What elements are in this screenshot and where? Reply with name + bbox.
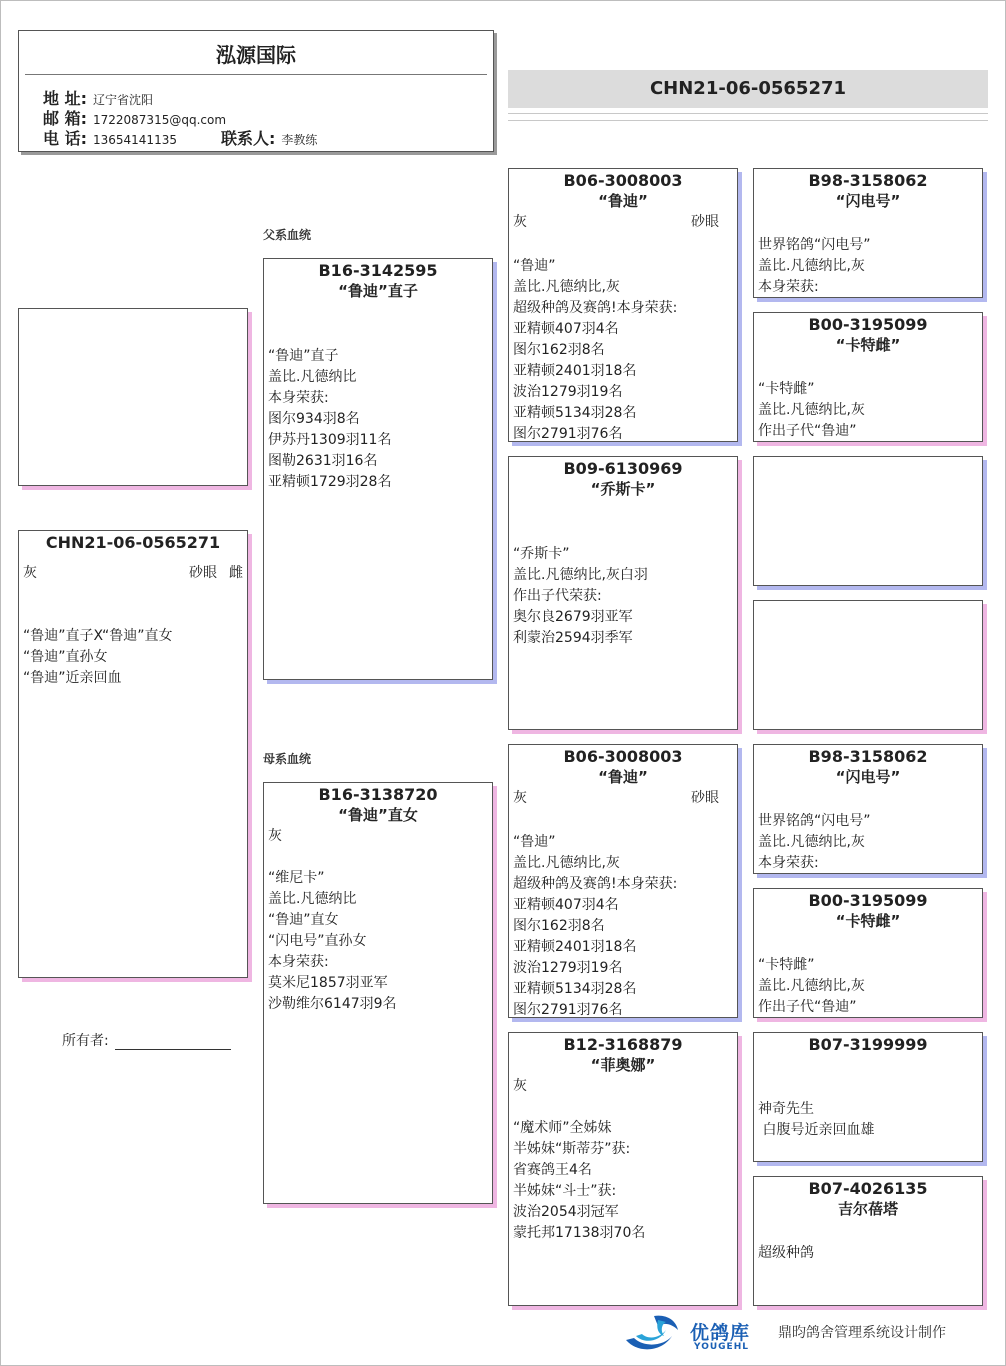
- note-line: “卡特雌”: [758, 957, 815, 973]
- banner-rule: [508, 113, 988, 114]
- subject-ring-number: CHN21-06-0565271: [45, 533, 221, 552]
- note-line: 伊苏丹1309羽11名: [268, 432, 392, 448]
- dam-sire-color: 灰: [513, 790, 527, 806]
- phone-value: 13654141135: [92, 133, 177, 147]
- note-line: 超级种鸽: [758, 1245, 814, 1261]
- contact-label: 联系人:: [220, 129, 276, 148]
- note-line: “维尼卡”: [268, 870, 325, 886]
- note-line: 盖比.凡德纳比,灰: [513, 279, 620, 295]
- note-line: 盖比.凡德纳比,灰: [513, 855, 620, 871]
- ds-sire-ring-number: B98-3158062: [808, 747, 928, 766]
- dam-color: 灰: [268, 828, 282, 844]
- note-line: 蒙托邦17138羽70名: [513, 1225, 646, 1241]
- ds-dam-box: [753, 888, 983, 1018]
- note-line: 世界铭鸽“闪电号”: [758, 813, 871, 829]
- sire-dam-ring-number: B09-6130969: [563, 459, 683, 478]
- note-line: 盖比.凡德纳比: [268, 369, 357, 385]
- dam-dam-box: [508, 1032, 738, 1306]
- dd-dam-box: [753, 1176, 983, 1306]
- note-line: 盖比.凡德纳比: [268, 891, 357, 907]
- subject-attributes: [19, 562, 247, 584]
- note-line: 亚精顿407羽4名: [513, 321, 619, 337]
- sire-sire-attributes: [509, 212, 737, 233]
- note-line: “鲁迪”直子: [268, 348, 339, 364]
- sire-dam-notes: [509, 544, 737, 649]
- sd-sire-box-empty: [753, 456, 983, 586]
- logo-text-cn: 优鸽库: [690, 1322, 751, 1344]
- sire-name: “鲁迪”直子: [338, 282, 418, 300]
- contact-value: 李教练: [281, 133, 318, 147]
- subject-notes: [19, 626, 247, 689]
- note-line: “卡特雌”: [758, 381, 815, 397]
- footer-credit: 鼎昀鸽舍管理系统设计制作: [778, 1325, 946, 1341]
- loft-header: [18, 30, 494, 152]
- note-line: 图尔2791羽76名: [513, 1002, 623, 1018]
- dam-notes: [264, 868, 492, 1015]
- note-line: “鲁迪”近亲回血: [23, 670, 122, 686]
- note-line: 波治1279羽19名: [513, 960, 623, 976]
- sire-sire-name: “鲁迪”: [598, 192, 648, 210]
- ds-sire-box: [753, 744, 983, 874]
- note-line: “鲁迪”直子X“鲁迪”直女: [23, 628, 173, 644]
- address-label: 地 址:: [43, 89, 87, 108]
- note-line: “乔斯卡”: [513, 546, 570, 562]
- ss-dam-ring-number: B00-3195099: [808, 315, 928, 334]
- sire-dam-name: “乔斯卡”: [590, 480, 656, 498]
- dd-dam-name: 吉尔蓓塔: [837, 1200, 898, 1218]
- note-line: 亚精顿2401羽18名: [513, 939, 637, 955]
- note-line: 世界铭鸽“闪电号”: [758, 237, 871, 253]
- dam-dam-name: “菲奥娜”: [590, 1056, 656, 1074]
- sire-dam-box: [508, 456, 738, 730]
- sire-sire-eye: 砂眼: [691, 214, 719, 230]
- note-line: 超级种鸽及赛鸽!本身荣获:: [513, 876, 678, 892]
- note-line: 半姊妹“斯蒂芬”获:: [513, 1141, 631, 1157]
- ss-dam-name: “卡特雌”: [835, 336, 901, 354]
- note-line: “魔术师”全姊妹: [513, 1120, 612, 1136]
- note-line: 图勒2631羽16名: [268, 453, 378, 469]
- note-line: “闪电号”直孙女: [268, 933, 367, 949]
- note-line: 波治2054羽冠军: [513, 1204, 619, 1220]
- ss-sire-name: “闪电号”: [835, 192, 901, 210]
- subject-eye: 砂眼: [189, 565, 217, 581]
- sd-dam-box-empty: [753, 600, 983, 730]
- ds-sire-name: “闪电号”: [835, 768, 901, 786]
- note-line: 盖比.凡德纳比,灰: [758, 258, 865, 274]
- dam-sire-attributes: [509, 788, 737, 809]
- note-line: 奥尔良2679羽亚军: [513, 609, 633, 625]
- note-line: 波治1279羽19名: [513, 384, 623, 400]
- dam-name: “鲁迪”直女: [338, 806, 418, 824]
- dam-sire-eye: 砂眼: [691, 790, 719, 806]
- note-line: “鲁迪”: [513, 834, 556, 850]
- note-line: 作出子代“鲁迪”: [758, 999, 857, 1015]
- dd-sire-box: [753, 1032, 983, 1162]
- dam-dam-ring-number: B12-3168879: [563, 1035, 683, 1054]
- note-line: 盖比.凡德纳比,灰: [758, 978, 865, 994]
- dam-sire-name: “鲁迪”: [598, 768, 648, 786]
- sire-ring-number: B16-3142595: [318, 261, 438, 280]
- phone-label: 电 话:: [43, 129, 87, 148]
- header-divider: [25, 74, 487, 75]
- ds-dam-notes: [754, 955, 982, 1018]
- dd-sire-notes: [754, 1099, 982, 1141]
- note-line: 本身荣获:: [268, 954, 329, 970]
- phone-line: [43, 126, 317, 149]
- note-line: 莫米尼1857羽亚军: [268, 975, 388, 991]
- ss-sire-notes: [754, 235, 982, 298]
- note-line: 半姊妹“斗士”获:: [513, 1183, 617, 1199]
- sire-sire-ring-number: B06-3008003: [563, 171, 683, 190]
- note-line: 本身荣获:: [758, 279, 819, 295]
- sire-notes: [264, 346, 492, 493]
- ss-dam-box: [753, 312, 983, 442]
- dam-sire-notes: [509, 832, 737, 1018]
- sire-sire-box: [508, 168, 738, 442]
- banner-rule: [508, 120, 988, 121]
- note-line: “鲁迪”直女: [268, 912, 339, 928]
- ss-sire-ring-number: B98-3158062: [808, 171, 928, 190]
- note-line: 亚精顿407羽4名: [513, 897, 619, 913]
- owner-field: [62, 1030, 231, 1050]
- yougehl-logo-icon: [620, 1310, 684, 1354]
- dam-line-label: 母系血统: [263, 752, 312, 766]
- note-line: 盖比.凡德纳比,灰: [758, 402, 865, 418]
- sire-sire-notes: [509, 256, 737, 442]
- dd-dam-notes: [754, 1243, 982, 1264]
- loft-name: 泓源国际: [216, 43, 296, 67]
- dam-dam-notes: [509, 1118, 737, 1244]
- ds-sire-notes: [754, 811, 982, 874]
- note-line: 亚精顿5134羽28名: [513, 405, 637, 421]
- note-line: 本身荣获:: [268, 390, 329, 406]
- note-line: 盖比.凡德纳比,灰: [758, 834, 865, 850]
- dam-sire-ring-number: B06-3008003: [563, 747, 683, 766]
- subject-box: [18, 530, 248, 978]
- note-line: 盖比.凡德纳比,灰白羽: [513, 567, 648, 583]
- owner-label: 所有者:: [62, 1033, 109, 1049]
- email-value: 1722087315@qq.com: [92, 113, 227, 127]
- note-line: 亚精顿2401羽18名: [513, 363, 637, 379]
- sire-line-label: 父系血统: [263, 228, 312, 242]
- note-line: 利蒙治2594羽季军: [513, 630, 633, 646]
- note-line: 亚精顿1729羽28名: [268, 474, 392, 490]
- note-line: 图尔162羽8名: [513, 918, 605, 934]
- note-line: 神奇先生: [758, 1101, 814, 1117]
- ds-dam-name: “卡特雌”: [835, 912, 901, 930]
- note-line: 亚精顿5134羽28名: [513, 981, 637, 997]
- sire-box: [263, 258, 493, 680]
- dam-sire-box: [508, 744, 738, 1018]
- note-line: 作出子代“鲁迪”: [758, 423, 857, 439]
- note-line: 图尔934羽8名: [268, 411, 360, 427]
- ring-banner: CHN21-06-0565271: [508, 70, 988, 108]
- logo-text-en: YOUGEHL: [694, 1342, 749, 1352]
- pigeon-photo-box: [18, 308, 248, 486]
- address-value: 辽宁省沈阳: [92, 93, 153, 107]
- note-line: 白腹号近亲回血雄: [758, 1122, 875, 1138]
- note-line: 图尔2791羽76名: [513, 426, 623, 442]
- footer: [620, 1310, 980, 1354]
- ss-sire-box: [753, 168, 983, 298]
- note-line: 省赛鸽王4名: [513, 1162, 592, 1178]
- dd-sire-ring-number: B07-3199999: [808, 1035, 928, 1054]
- note-line: “鲁迪”: [513, 258, 556, 274]
- note-line: “鲁迪”直孙女: [23, 649, 108, 665]
- subject-sex: 雌: [229, 565, 243, 581]
- dd-dam-ring-number: B07-4026135: [808, 1179, 928, 1198]
- dam-ring-number: B16-3138720: [318, 785, 438, 804]
- subject-color: 灰: [23, 565, 37, 581]
- note-line: 超级种鸽及赛鸽!本身荣获:: [513, 300, 678, 316]
- note-line: 图尔162羽8名: [513, 342, 605, 358]
- dam-box: [263, 782, 493, 1204]
- sire-sire-color: 灰: [513, 214, 527, 230]
- email-label: 邮 箱:: [43, 109, 87, 128]
- note-line: 本身荣获:: [758, 855, 819, 871]
- note-line: 沙勒维尔6147羽9名: [268, 996, 397, 1012]
- ss-dam-notes: [754, 379, 982, 442]
- owner-blank-line: [115, 1035, 231, 1050]
- note-line: 作出子代荣获:: [513, 588, 602, 604]
- dam-dam-color: 灰: [513, 1078, 527, 1094]
- ds-dam-ring-number: B00-3195099: [808, 891, 928, 910]
